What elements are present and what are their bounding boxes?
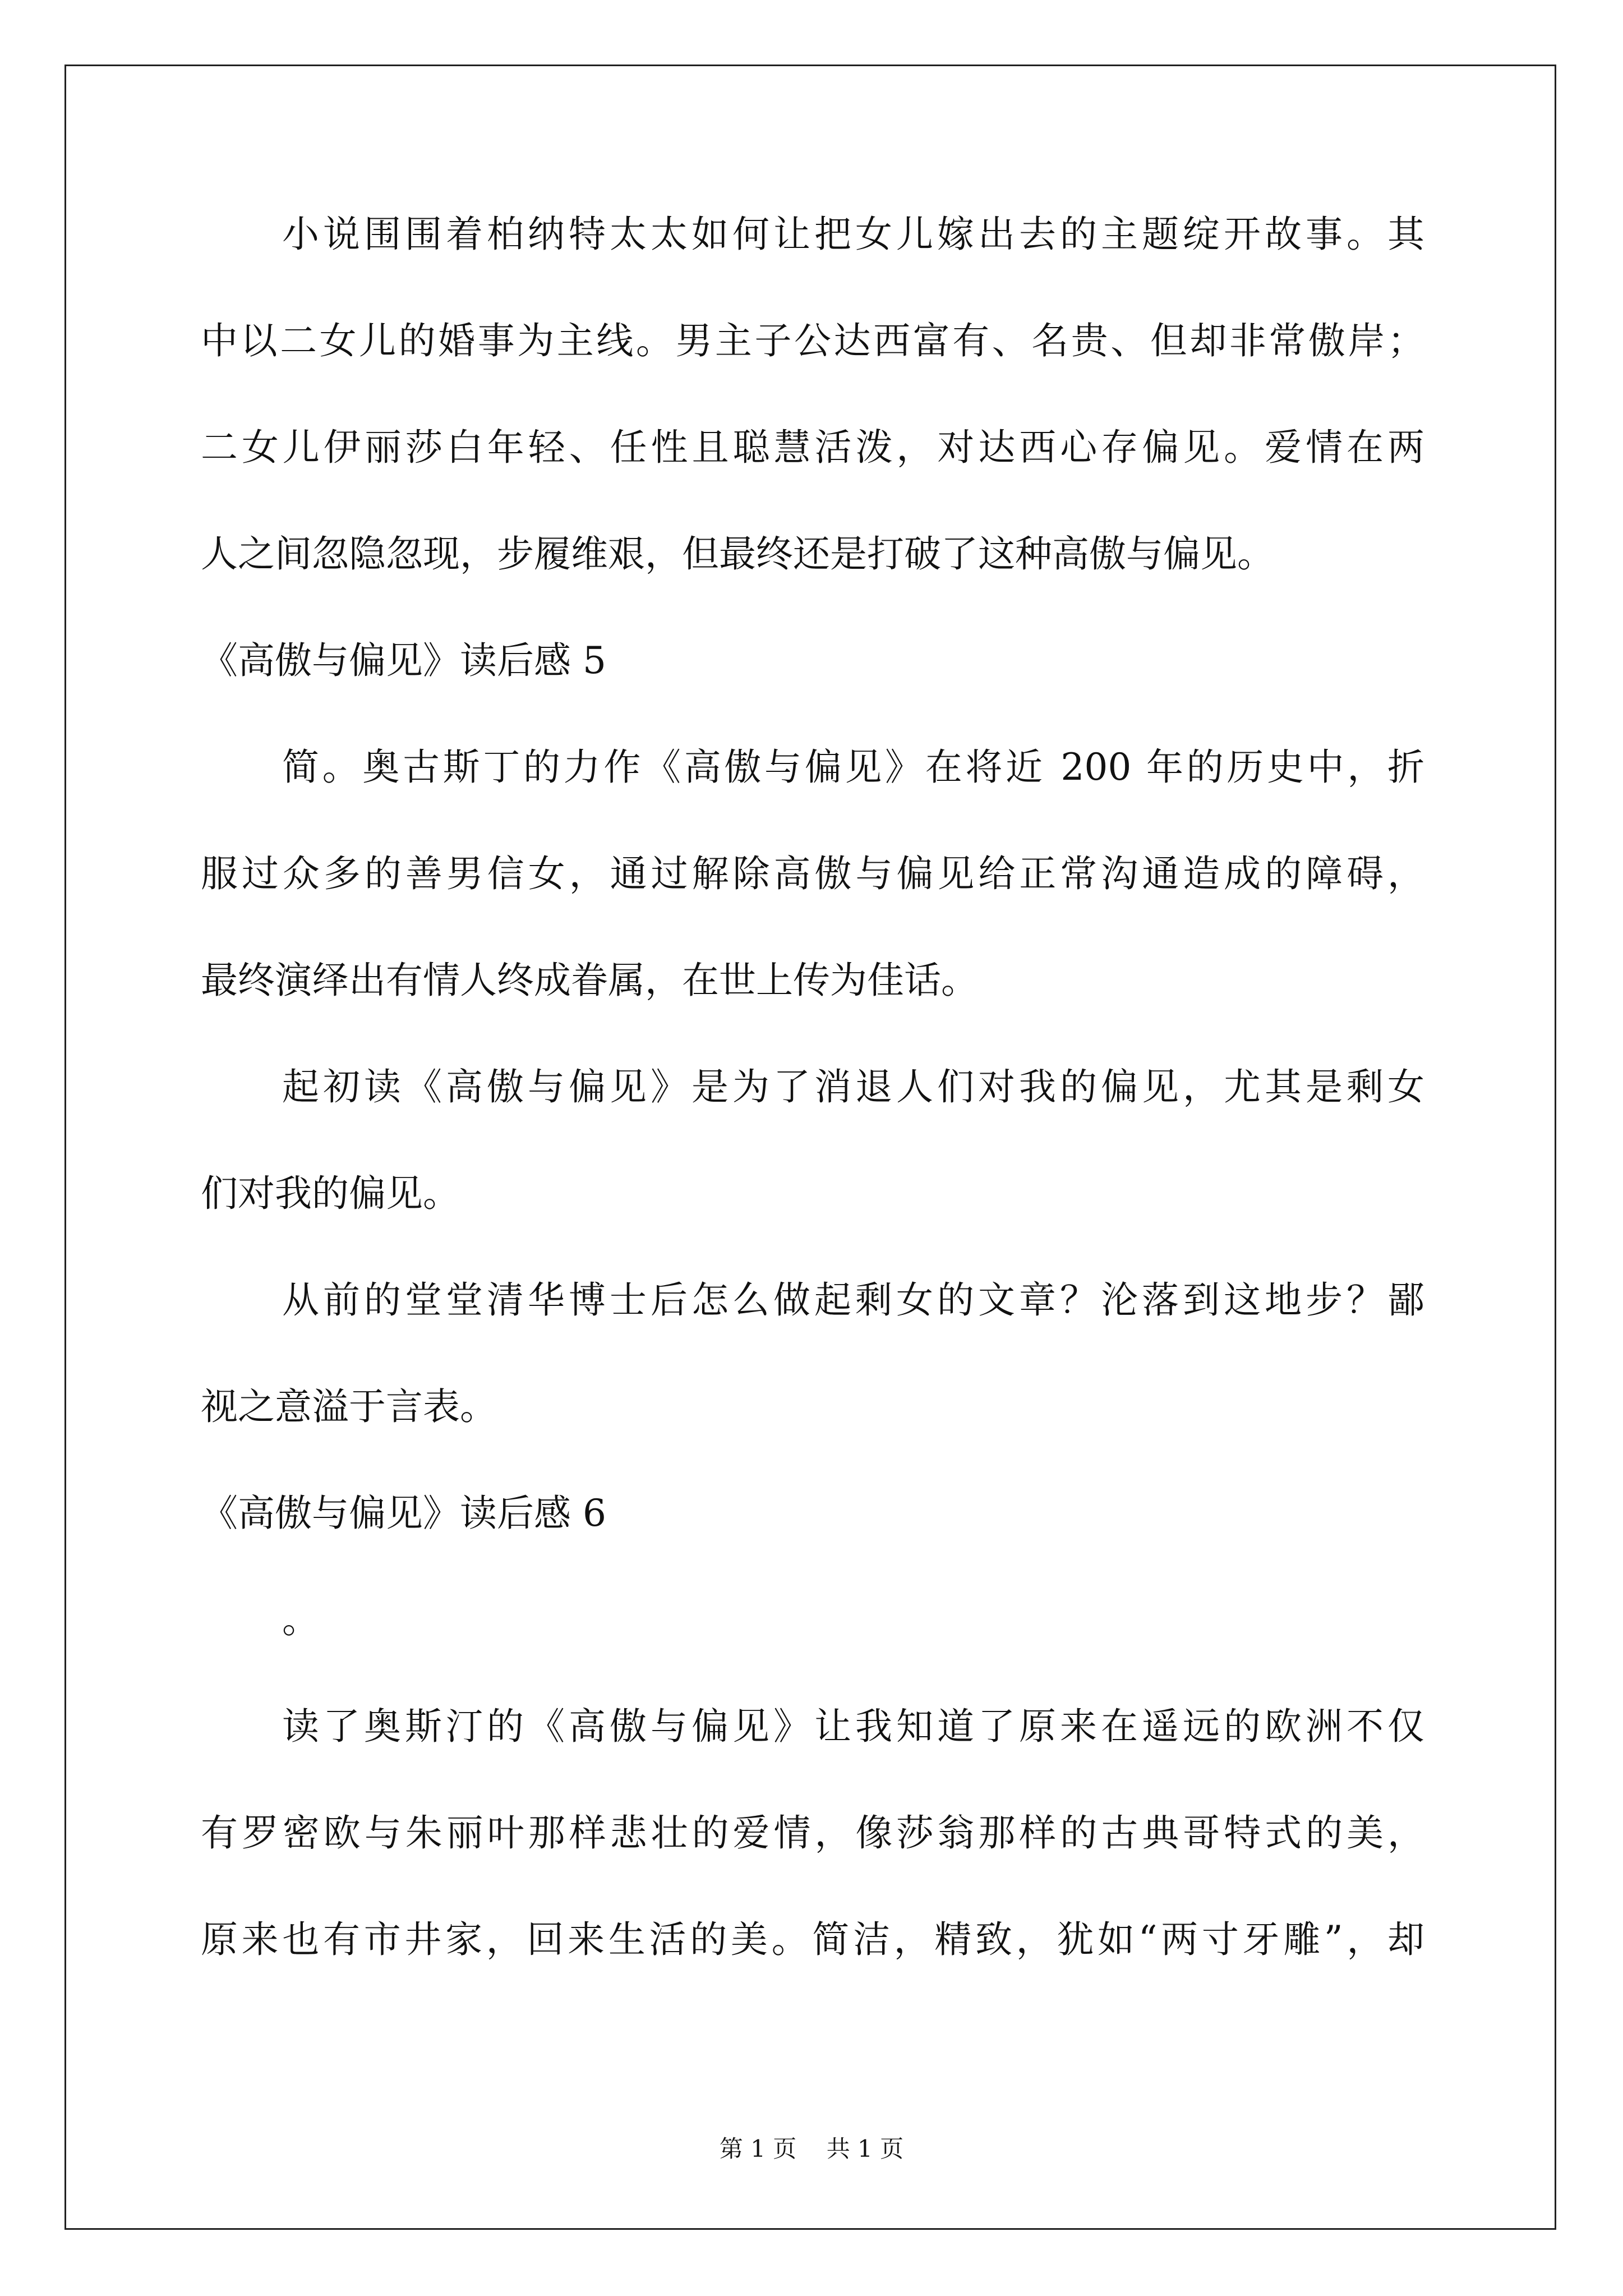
text-line-12: 视之意溢于言表。 xyxy=(201,1385,497,1428)
text-line-7: 服过众多的善男信女，通过解除高傲与偏见给正常沟通造成的障碍， xyxy=(201,852,1424,895)
text-line-3: 二女儿伊丽莎白年轻、任性且聪慧活泼，对达西心存偏见。爱情在两 xyxy=(201,426,1424,469)
text-line-4: 人之间忽隐忽现，步履维艰，但最终还是打破了这种高傲与偏见。 xyxy=(201,532,1274,576)
text-line-15: 读了奥斯汀的《高傲与偏见》让我知道了原来在遥远的欧洲不仅 xyxy=(282,1705,1424,1748)
text-line-6: 简。奥古斯丁的力作《高傲与偏见》在将近 200 年的历史中，折 xyxy=(282,746,1424,789)
text-line-14: 。 xyxy=(282,1598,319,1641)
page-border xyxy=(64,65,1556,2230)
text-line-8: 最终演绎出有情人终成眷属，在世上传为佳话。 xyxy=(201,959,978,1002)
page-footer: 第 1 页 共 1 页 xyxy=(719,2135,904,2162)
text-line-16: 有罗密欧与朱丽叶那样悲壮的爱情，像莎翁那样的古典哥特式的美， xyxy=(201,1811,1424,1855)
text-line-9: 起初读《高傲与偏见》是为了消退人们对我的偏见，尤其是剩女 xyxy=(282,1065,1424,1108)
text-line-2: 中以二女儿的婚事为主线。男主子公达西富有、名贵、但却非常傲岸； xyxy=(201,319,1424,362)
section-heading-6: 《高傲与偏见》读后感 6 xyxy=(201,1492,606,1535)
text-line-11: 从前的堂堂清华博士后怎么做起剩女的文章？沦落到这地步？鄙 xyxy=(282,1278,1424,1322)
text-line-1: 小说围围着柏纳特太太如何让把女儿嫁出去的主题绽开故事。其 xyxy=(282,213,1424,256)
text-line-17: 原来也有市井家，回来生活的美。简洁，精致，犹如“两寸牙雕”，却 xyxy=(201,1918,1424,1961)
section-heading-5: 《高傲与偏见》读后感 5 xyxy=(201,639,606,682)
text-line-10: 们对我的偏见。 xyxy=(201,1172,460,1215)
